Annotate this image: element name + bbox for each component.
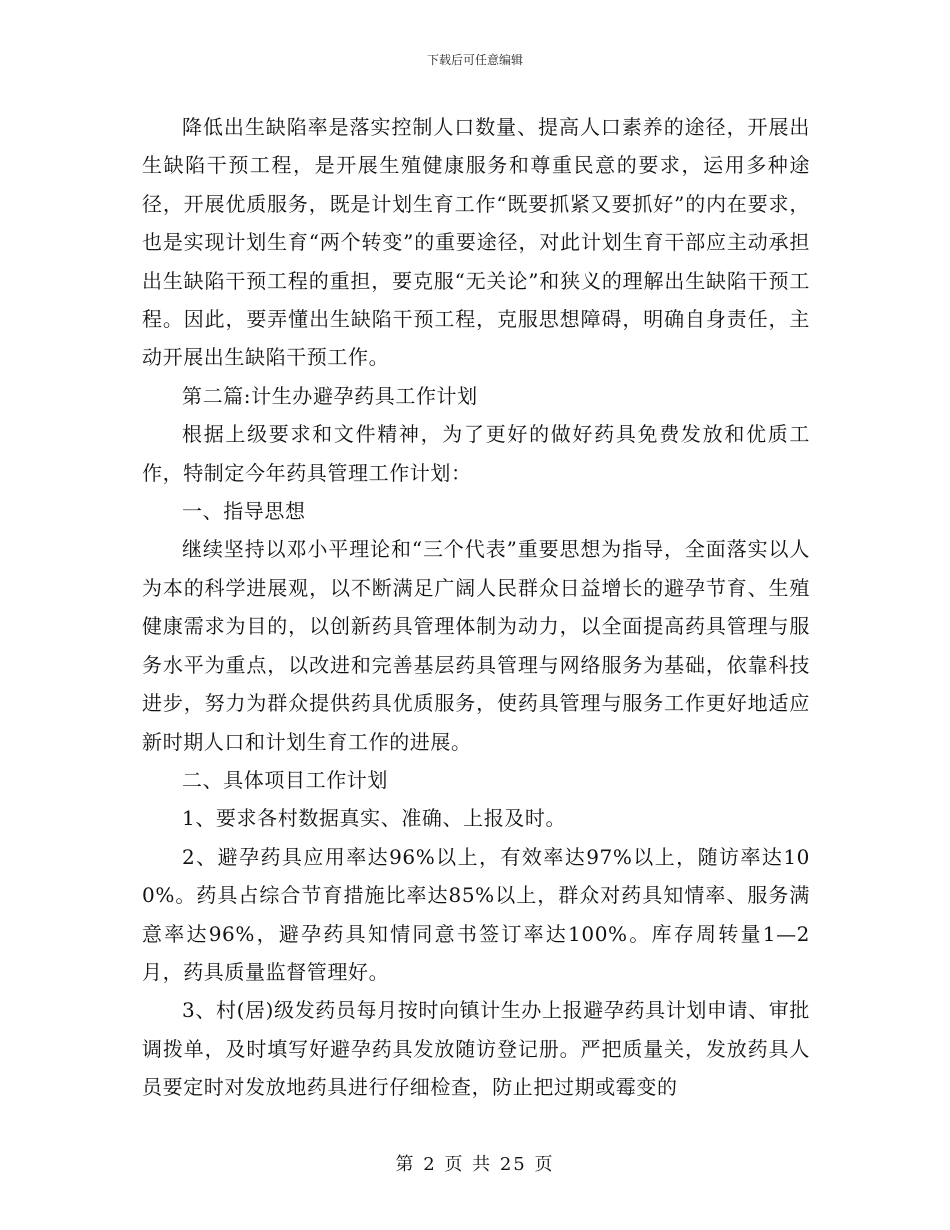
section-title-contraceptive-plan: 第二篇:计生办避孕药具工作计划 bbox=[182, 383, 478, 408]
page-header-note: 下载后可任意编辑 bbox=[426, 53, 523, 67]
list-item-1: 1、要求各村数据真实、准确、上报及时。 bbox=[182, 806, 567, 831]
list-item-3: 3、村(居)级发药员每月按时向镇计生办上报避孕药具计划申请、审批调拨单，及时填写好避孕药具发放随访登记册。严把质量关，发放药具人员要定时对发放地药具进行仔细检查，防止把过期或霉变的 bbox=[142, 998, 810, 1100]
paragraph-guiding-thought: 继续坚持以邓小平理论和“三个代表”重要思想为指导，全面落实以人为本的科学进展观，以不断满足广阔人民群众日益增长的避孕节育、生殖健康需求为目的，以创新药具管理体制为动力，以全面提高药具管理与服务水平为重点，以改进和完善基层药具管理与网络服务为基础，依靠科技进步，努力为群众提供药具优质服务，使药具管理与服务工作更好地适应新时期人口和计划生育工作的进展。 bbox=[142, 537, 810, 754]
paragraph-plan-intro: 根据上级要求和文件精神，为了更好的做好药具免费发放和优质工作，特制定今年药具管理工作计划： bbox=[142, 422, 810, 485]
heading-specific-plan: 二、具体项目工作计划 bbox=[182, 767, 388, 792]
list-item-2: 2、避孕药具应用率达96%以上，有效率达97%以上，随访率达100%。药具占综合节育措施比率达85%以上，群众对药具知情率、服务满意率达96%，避孕药具知情同意书签订率达100%。库存周转量1—2月，药具质量监督管理好。 bbox=[142, 844, 810, 984]
heading-guiding-thought: 一、指导思想 bbox=[182, 499, 306, 524]
page-number-footer: 第 2 页 共 25 页 bbox=[395, 1154, 555, 1175]
paragraph-birth-defect-intervention: 降低出生缺陷率是落实控制人口数量、提高人口素养的途径，开展出生缺陷干预工程，是开展生殖健康服务和尊重民意的要求，运用多种途径，开展优质服务，既是计划生育工作“既要抓紧又要抓好”的内在要求，也是实现计划生育“两个转变”的重要途径，对此计划生育干部应主动承担出生缺陷干预工程的重担，要克服“无关论”和狭义的理解出生缺陷干预工程。因此，要弄懂出生缺陷干预工程，克服思想障碍，明确自身责任，主动开展出生缺陷干预工作。 bbox=[142, 115, 810, 370]
document-body bbox=[142, 108, 810, 1107]
